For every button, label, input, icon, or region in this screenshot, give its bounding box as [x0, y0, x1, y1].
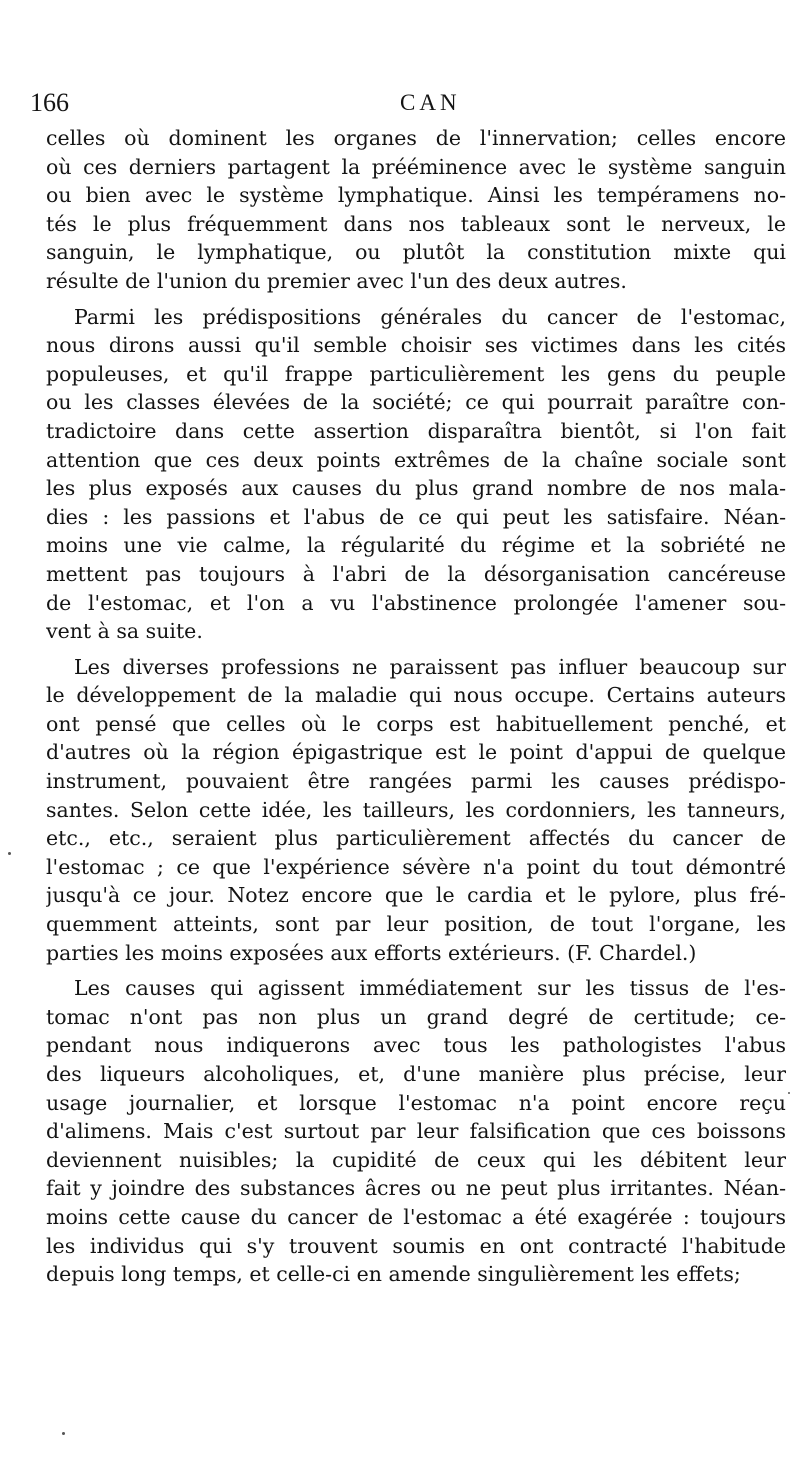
text-line: tomac n'ont pas non plus un grand degré de certitude; ce- [46, 1004, 786, 1029]
text-line: quemment atteints, sont par leur position, de tout l'organe, les [46, 912, 786, 937]
text-line: sanguin, le lymphatique, ou plutôt la constitution mixte qui [46, 240, 786, 265]
text-line: des liqueurs alcoholiques, et, d'une manière plus précise, leur [46, 1062, 786, 1086]
text-line: ou les classes élevées de la société; ce qui pourrait paraître con- [46, 390, 786, 415]
paragraph [46, 124, 786, 296]
body-text [46, 124, 786, 1296]
text-line: deviennent nuisibles; la cupidité de ceux qui les débitent leur [46, 1147, 786, 1172]
text-line: les individus qui s'y trouvent soumis en ont contracté l'habitude [46, 1233, 786, 1258]
text-line: tés le plus fréquemment dans nos tableaux sont le nerveux, le [46, 211, 786, 236]
text-line: Les causes qui agissent immédiatement sur les tissus de l'es- [74, 976, 786, 1001]
text-line: usage journalier, et lorsque l'estomac n'a point encore reçu [46, 1090, 786, 1115]
running-head: CAN [400, 90, 461, 115]
text-line: résulte de l'union du premier avec l'un des deux autres. [46, 268, 627, 293]
print-speck [62, 1432, 65, 1435]
text-line: populeuses, et qu'il frappe particulièrement les gens du peuple [46, 361, 786, 386]
text-line: de l'estomac, et l'on a vu l'abstinence prolongée l'amener sou- [46, 590, 786, 615]
text-line: mettent pas toujours à l'abri de la désorganisation cancéreuse [46, 561, 786, 586]
text-line: depuis long temps, et celle-ci en amende singulièrement les effets; [46, 1262, 741, 1287]
text-line: tradictoire dans cette assertion disparaîtra bientôt, si l'on fait [46, 418, 786, 443]
paragraph [46, 653, 786, 968]
print-speck [788, 1092, 790, 1094]
text-line: jusqu'à ce jour. Notez encore que le cardia et le pylore, plus fré- [46, 883, 786, 908]
text-line: le développement de la maladie qui nous occupe. Certains auteurs [46, 683, 786, 708]
text-line: etc., etc., seraient plus particulièrement affectés du cancer de [46, 826, 786, 851]
page-number: 166 [30, 88, 69, 117]
text-line: d'alimens. Mais c'est surtout par leur falsification que ces boissons [46, 1119, 786, 1144]
text-line: Parmi les prédispositions générales du cancer de l'estomac, [74, 304, 786, 329]
paragraph [46, 974, 786, 1289]
text-line: les plus exposés aux causes du plus grand nombre de nos mala- [46, 476, 786, 501]
text-line: celles où dominent les organes de l'innervation; celles encore [46, 126, 786, 150]
text-line: parties les moins exposées aux efforts extérieurs. (F. Chardel.) [46, 940, 697, 965]
text-line: dies : les passions et l'abus de ce qui peut les satisfaire. Néan- [46, 504, 786, 529]
text-line: où ces derniers partagent la prééminence avec le système sanguin [46, 154, 786, 179]
text-line: attention que ces deux points extrêmes de la chaîne sociale sont [46, 447, 786, 472]
text-line: ont pensé que celles où le corps est habituellement penché, et [46, 711, 786, 736]
text-line: pendant nous indiquerons avec tous les pathologistes l'abus [46, 1033, 786, 1058]
page-header [30, 86, 775, 120]
text-line: nous dirons aussi qu'il semble choisir ses victimes dans les cités [46, 333, 786, 358]
text-line: fait y joindre des substances âcres ou ne peut plus irritantes. Néan- [46, 1176, 786, 1201]
text-line: ou bien avec le système lymphatique. Ainsi les tempéramens no- [46, 183, 786, 208]
text-line: moins une vie calme, la régularité du régime et la sobriété ne [46, 533, 786, 558]
text-line: moins cette cause du cancer de l'estomac a été exagérée : toujours [46, 1204, 786, 1229]
text-line: santes. Selon cette idée, les tailleurs, les cordonniers, les tanneurs, [46, 797, 786, 822]
text-line: Les diverses professions ne paraissent pas influer beaucoup sur [74, 654, 786, 679]
text-line: d'autres où la région épigastrique est le point d'appui de quelque [46, 740, 786, 765]
text-line: vent à sa suite. [46, 619, 203, 644]
text-line: instrument, pouvaient être rangées parmi les causes prédispo- [46, 769, 786, 794]
text-line: l'estomac ; ce que l'expérience sévère n'a point du tout démontré [46, 854, 786, 879]
print-speck [8, 852, 11, 855]
paragraph [46, 303, 786, 646]
